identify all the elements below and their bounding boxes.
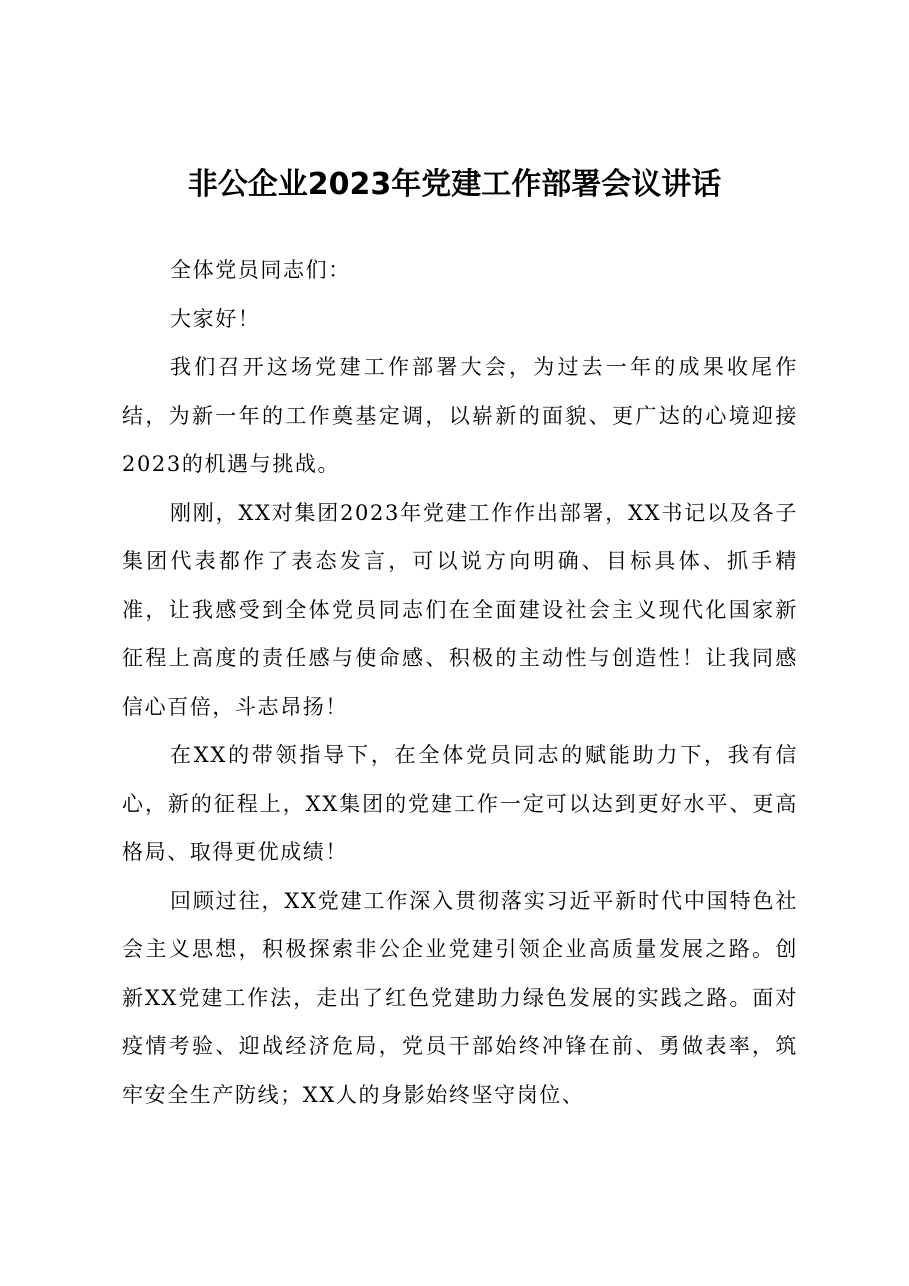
- paragraph-opening: 我们召开这场党建工作部署大会，为过去一年的成果收尾作结，为新一年的工作奠基定调，以崭新的面貌、更广达的心境迎接2023的机遇与挑战。: [122, 355, 798, 476]
- paragraph-confidence: 在XX的带领指导下，在全体党员同志的赋能助力下，我有信心，新的征程上，XX集团的党建工作一定可以达到更好水平、更高格局、取得更优成绩！: [122, 743, 798, 864]
- paragraph-deployment: 刚刚，XX对集团2023年党建工作作出部署，XX书记以及各子集团代表都作了表态发言，可以说方向明确、目标具体、抓手精准，让我感受到全体党员同志们在全面建设社会主义现代化国家新征程上高度的责任感与使命感、积极的主动性与创造性！让我同感信心百倍，斗志昂扬！: [122, 500, 798, 719]
- document-body: [122, 246, 798, 1119]
- salutation: 全体党员同志们：: [170, 258, 351, 282]
- document-title: 非公企业2023年党建工作部署会议讲话: [187, 167, 722, 202]
- paragraph-review: 回顾过往，XX党建工作深入贯彻落实习近平新时代中国特色社会主义思想，积极探索非公企业党建引领企业高质量发展之路。创新XX党建工作法，走出了红色党建助力绿色发展的实践之路。面对疫情考验、迎战经济危局，党员干部始终冲锋在前、勇做表率，筑牢安全生产防线；XX人的身影始终坚守岗位、: [122, 888, 798, 1107]
- greeting: 大家好！: [170, 306, 261, 331]
